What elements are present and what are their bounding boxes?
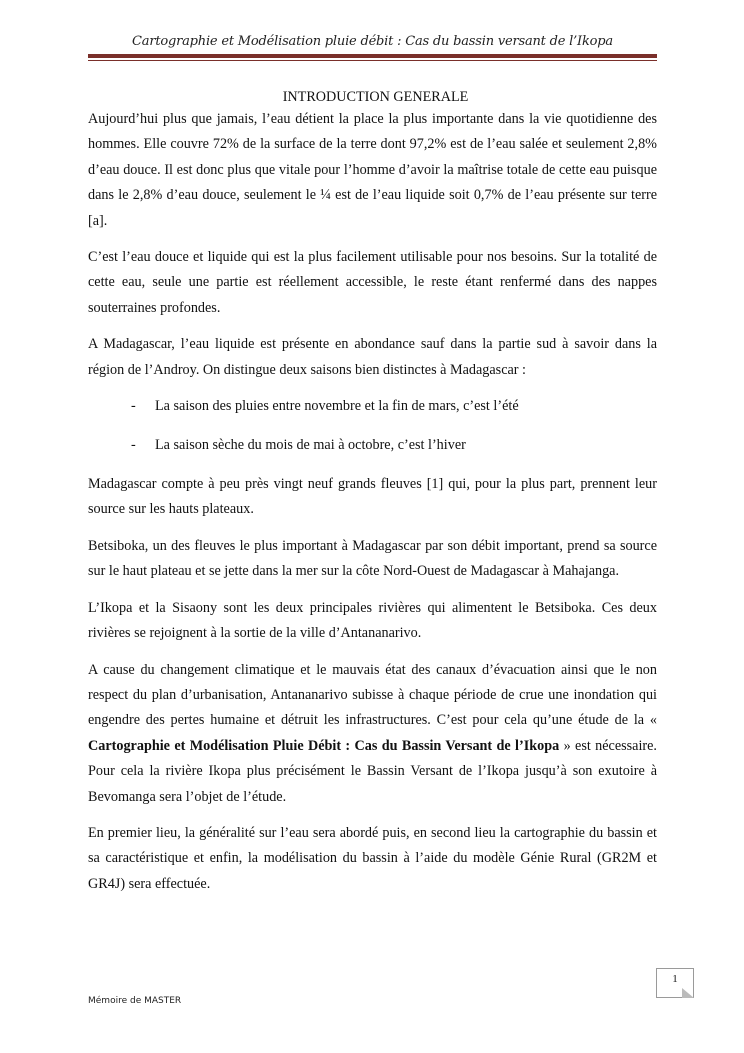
paragraph-7-text-a: A cause du changement climatique et le mauvais état des canaux d’évacuation ainsi que le non respect du plan d’urbanisation, Antananarivo subisse à chaque période de crue une inondation qui engendre des pertes humaine et détruit les infrastructures. C’est pour cela qu’une étude de la « [88,661,657,729]
paragraph-3: A Madagascar, l’eau liquide est présente en abondance sauf dans la partie sud à savoir dans la région de l’Androy. On distingue deux saisons bien distinctes à Madagascar : [88,336,657,378]
list-item-text: La saison sèche du mois de mai à octobre, c’est l’hiver [155,437,466,454]
bullet-dash: - [131,437,136,454]
page-body [88,87,657,908]
footer-label: Mémoire de MASTER [88,996,182,1006]
header-rule [88,54,657,58]
paragraph-5: Betsiboka, un des fleuves le plus important à Madagascar par son débit important, prend sa source sur le haut plateau et se jette dans la mer sur la côte Nord-Ouest de Madagascar à Mahajanga. [88,537,657,580]
page-number-box [656,968,694,998]
paragraph-1: Aujourd’hui plus que jamais, l’eau détient la place la plus importante dans la vie quotidienne des hommes. Elle couvre 72% de la surface de la terre dont 97,2% est de l’eau salée et seulement 2,8% d’eau douce. Il est donc plus que vitale pour l’homme d’avoir la maîtrise totale de cette eau puisque dans le 2,8% d’eau douce, seulement le ¼ est de l’eau liquide soit 0,7% de l’eau présente sur terre [a]. [88,111,657,229]
paragraph-7 [88,658,657,810]
running-header: Cartographie et Modélisation pluie débit : Cas du bassin versant de l’Ikopa [132,34,613,49]
paragraph-7-text-b: » est nécessaire. Pour cela la rivière Ikopa plus précisément le Bassin Versant de l’Ikopa jusqu’à son exutoire à Bevomanga sera l’objet de l’étude. [88,737,657,805]
paragraph-6: L’Ikopa et la Sisaony sont les deux principales rivières qui alimentent le Betsiboka. Ces deux rivières se rejoignent à la sortie de la ville d’Antananarivo. [88,599,657,642]
header-rule-thin [88,60,657,61]
paragraph-2: C’est l’eau douce et liquide qui est la plus facilement utilisable pour nos besoins. Sur la totalité de cette eau, seule une partie est réellement accessible, le reste étant renfermé dans des nappes souterraines profondes. [88,249,657,316]
section-title: INTRODUCTION GENERALE [282,89,469,105]
paragraph-8: En premier lieu, la généralité sur l’eau sera abordé puis, en second lieu la cartographie du bassin et sa caractéristique et enfin, la modélisation du bassin à l’aide du modèle Génie Rural (GR2M et GR4J) sera effectuée. [88,824,657,892]
list-item [88,394,657,419]
season-list [88,394,657,458]
paragraph-4: Madagascar compte à peu près vingt neuf grands fleuves [1] qui, pour la plus part, prennent leur source sur les hauts plateaux. [88,476,657,518]
page-curl-icon [682,988,694,998]
bullet-dash: - [131,398,136,415]
page-number: 1 [672,973,678,985]
list-item [88,433,657,458]
list-item-text: La saison des pluies entre novembre et la fin de mars, c’est l’été [155,398,519,415]
study-title-bold: Cartographie et Modélisation Pluie Débit : Cas du Bassin Versant de l’Ikopa [88,737,560,754]
